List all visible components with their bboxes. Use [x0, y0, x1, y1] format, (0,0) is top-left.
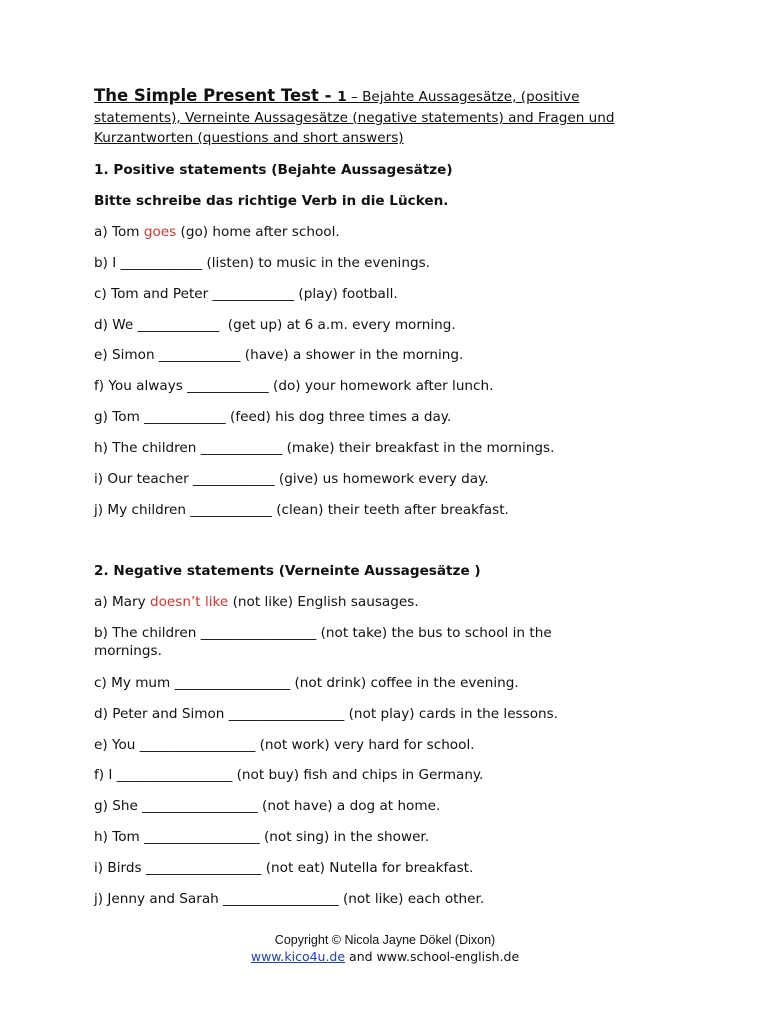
exercise-line: f) I _________________ (not buy) fish and chips in Germany. [94, 767, 484, 783]
title-part3: Kurzantworten (questions and short answers) [94, 130, 404, 146]
footer-rest: and www.school-english.de [345, 949, 520, 964]
section1-heading: 1. Positive statements (Bejahte Aussagesätze) [94, 162, 453, 178]
exercise-line: d) Peter and Simon _________________ (not play) cards in the lessons. [94, 706, 559, 722]
title-part2: statements), Verneinte Aussagesätze (negative statements) and Fragen und [94, 109, 615, 126]
exercise-line: e) Simon ____________ (have) a shower in the morning. [94, 347, 464, 363]
example-suffix: (not like) English sausages. [228, 594, 419, 610]
title-main: The Simple Present Test - [94, 86, 338, 105]
exercise-line: i) Birds _________________ (not eat) Nutella for breakfast. [94, 860, 474, 876]
example-prefix: a) Tom [94, 224, 144, 240]
exercise-line-continued: mornings. [94, 643, 162, 659]
exercise-line: d) We ____________ (get up) at 6 a.m. every morning. [94, 317, 456, 333]
exercise-line: g) Tom ____________ (feed) his dog three times a day. [94, 409, 452, 425]
exercise-line: j) Jenny and Sarah _________________ (not like) each other. [94, 891, 485, 907]
exercise-line: g) She _________________ (not have) a dog at home. [94, 798, 441, 814]
footer-links [0, 948, 770, 966]
kico4u-link[interactable]: www.kico4u.de [250, 949, 346, 964]
exercise-line: i) Our teacher ____________ (give) us homework every day. [94, 471, 489, 487]
section2-example [94, 593, 654, 612]
exercise-line: b) The children _________________ (not take) the bus to school in the [94, 625, 552, 641]
exercise-line: c) Tom and Peter ____________ (play) football. [94, 286, 398, 302]
exercise-line: b) I ____________ (listen) to music in the evenings. [94, 255, 430, 271]
example-prefix: a) Mary [94, 594, 150, 610]
example-answer: doesn’t like [149, 594, 229, 610]
section2-heading: 2. Negative statements (Verneinte Aussagesätze ) [94, 563, 481, 579]
section1-instruction: Bitte schreibe das richtige Verb in die Lücken. [94, 193, 449, 209]
example-suffix: (go) home after school. [176, 224, 340, 240]
title-number: 1 [337, 89, 347, 105]
example-answer: goes [143, 224, 177, 240]
title-part1: – Bejahte Aussagesätze, (positive [346, 89, 580, 105]
exercise-line: j) My children ____________ (clean) their teeth after breakfast. [94, 502, 509, 518]
exercise-line: f) You always ____________ (do) your homework after lunch. [94, 378, 494, 394]
worksheet-title [94, 86, 654, 149]
footer-copyright: Copyright © Nicola Jayne Dökel (Dixon) [274, 933, 496, 947]
section1-example [94, 223, 654, 242]
exercise-line: e) You _________________ (not work) very hard for school. [94, 737, 475, 753]
exercise-line: h) The children ____________ (make) their breakfast in the mornings. [94, 440, 555, 456]
exercise-line: h) Tom _________________ (not sing) in the shower. [94, 829, 430, 845]
exercise-line: c) My mum _________________ (not drink) coffee in the evening. [94, 675, 519, 691]
